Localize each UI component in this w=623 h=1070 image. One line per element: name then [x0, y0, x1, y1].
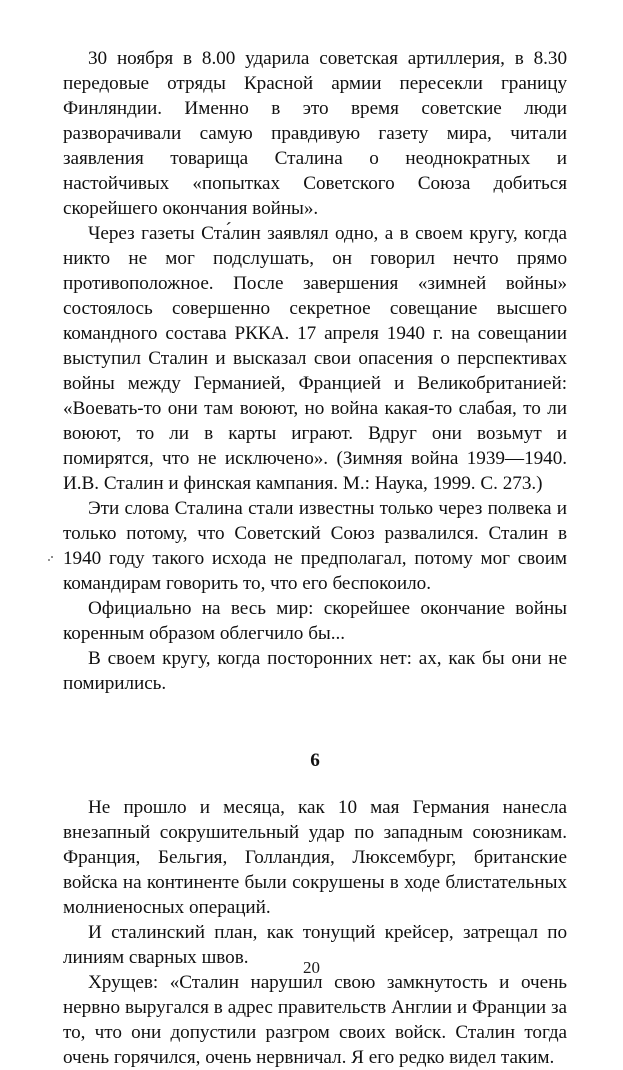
text-column: [63, 46, 567, 1070]
paragraph-1: 30 ноября в 8.00 ударила советская артиллерия, в 8.30 передовые отряды Красной армии пересекли границу Финляндии. Именно в это время советские люди разворачивали самую правдивую газету мира, читали заявления товарища Сталина о неоднократных и настойчивых «попытках Советского Союза добиться скорейшего окончания войны».: [63, 48, 567, 219]
section-number-heading: 6: [310, 750, 320, 771]
paragraph-3: Эти слова Сталина стали известны только через полвека и только потому, что Советский Союз развалился. Сталин в 1940 году такого исхода не предполагал, потому мог своим командирам говорить то, что его беспокоило.: [63, 498, 567, 594]
section-spacer-bottom: [63, 773, 567, 795]
paragraph-7: И сталинский план, как тонущий крейсер, затрещал по линиям сварных швов.: [63, 922, 567, 968]
page-number: 20: [303, 958, 320, 977]
paragraph-2: Через газеты Ста́лин заявлял одно, а в своем кругу, когда никто не мог подслушать, он говорил нечто прямо противоположное. После завершения «зимней войны» состоялось совершенно секретное совещание высшего командного состава РККА. 17 апреля 1940 г. на совещании выступил Сталин и высказал свои опасения о перспективах войны между Германией, Францией и Великобританией: «Воевать-то они там воюют, но война какая-то слабая, то ли воюют, то ли в карты играют. Вдруг они возьмут и помирятся, что не исключено». (Зимняя война 1939—1940. И.В. Сталин и финская кампания. М.: Наука, 1999. С. 273.): [63, 223, 567, 494]
paragraph-8: Хрущев: «Сталин нарушил свою замкнутость и очень нервно выругался в адрес правительств Англии и Франции за то, что они допустили разгром своих войск. Сталин тогда очень горячился, очень нервничал. Я его редко видел таким.: [63, 972, 567, 1068]
paragraph-6: Не прошло и месяца, как 10 мая Германия нанесла внезапный сокрушительный удар по западным союзникам. Франция, Бельгия, Голландия, Люксембург, британские войска на континенте были сокрушены в ходе блистательных молниеносных операций.: [63, 797, 567, 918]
scan-artifact-speck: [48, 556, 54, 561]
paragraph-4: Официально на весь мир: скорейшее окончание войны коренным образом облегчило бы...: [63, 598, 567, 644]
section-spacer-top: [63, 696, 567, 748]
paragraph-5: В своем кругу, когда посторонних нет: ах, как бы они не помирились.: [63, 648, 567, 694]
